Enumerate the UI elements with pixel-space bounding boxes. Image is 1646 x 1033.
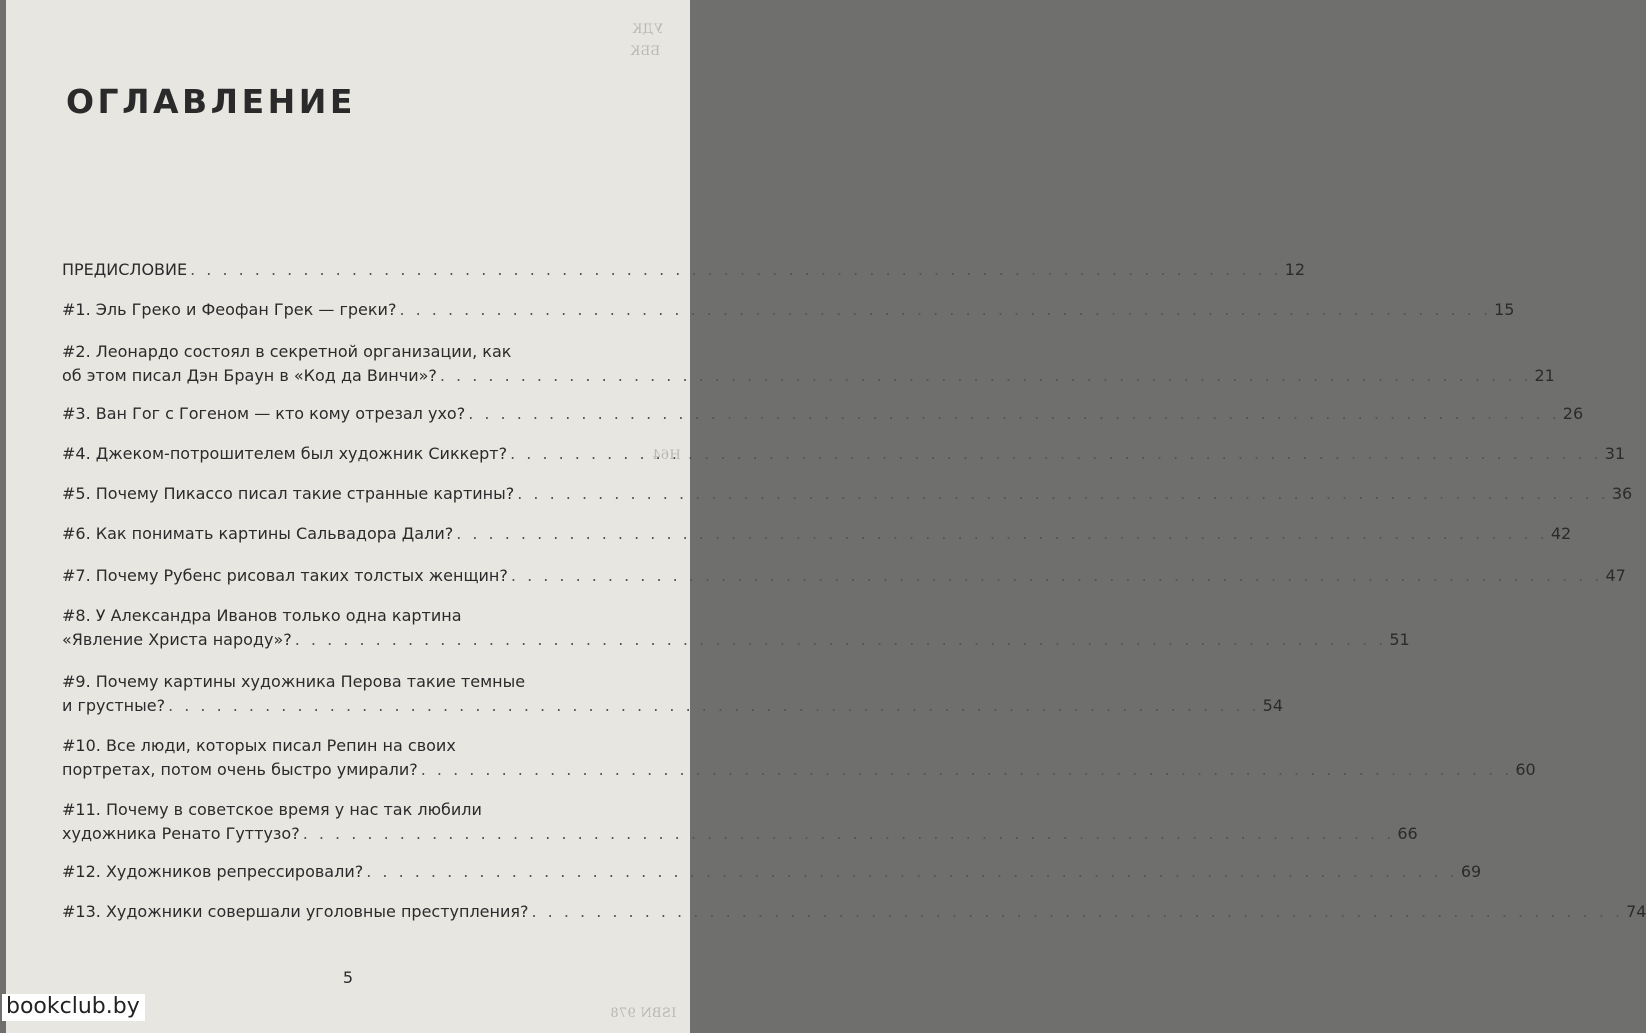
- toc-entry: [62, 482, 1633, 506]
- toc-entry-title: об этом писал Дэн Браун в «Код да Винчи»?: [62, 366, 437, 385]
- toc-entry-title: #3. Ван Гог с Гогеном — кто кому отрезал ухо?: [62, 404, 466, 423]
- toc-page-number: 69: [1460, 862, 1482, 881]
- dot-leader: [468, 402, 1560, 426]
- toc-page-number: 60: [1515, 760, 1536, 779]
- dot-leader: [456, 522, 1548, 546]
- toc-entry-title: и грустные?: [62, 696, 166, 715]
- dot-leader: [295, 628, 1387, 652]
- toc-entry-title: ПРЕДИСЛОВИЕ: [62, 260, 188, 279]
- dot-leader: [168, 694, 1260, 718]
- show-through-udk: УДК: [632, 22, 663, 37]
- dot-leader: [399, 298, 1491, 322]
- page-number: 5: [342, 968, 354, 987]
- toc-page-number: 54: [1262, 696, 1284, 715]
- show-through-n: Н64: [652, 448, 681, 463]
- toc-entry: [62, 900, 1646, 924]
- toc-entry-title: художника Ренато Гуттузо?: [62, 824, 300, 843]
- toc-entry: [62, 604, 1410, 652]
- toc-entry-title: #8. У Александра Иванов только одна картина: [62, 606, 462, 625]
- dot-leader: [532, 900, 1624, 924]
- toc-entry: [62, 402, 1584, 426]
- toc-entry: [62, 564, 1626, 588]
- toc-entry-title: #2. Леонардо состоял в секретной организации, как: [62, 342, 512, 361]
- dot-leader: [510, 442, 1602, 466]
- toc-entry: [62, 670, 1284, 718]
- toc-entry-title: #10. Все люди, которых писал Репин на своих: [62, 736, 456, 755]
- dot-leader: [517, 482, 1609, 506]
- toc-page-number: 26: [1562, 404, 1584, 423]
- toc-entry: [62, 734, 1536, 782]
- toc-entry-title: #9. Почему картины художника Перова такие темные: [62, 672, 526, 691]
- toc-entry-title: #6. Как понимать картины Сальвадора Дали?: [62, 524, 454, 543]
- toc-entry-title: #4. Джеком-потрошителем был художник Сиккерт?: [62, 444, 508, 463]
- toc-page-number: 74: [1626, 902, 1646, 921]
- toc-entry-title: «Явление Христа народу»?: [62, 630, 292, 649]
- toc-page-number: 66: [1397, 824, 1418, 843]
- toc-entry: [62, 522, 1572, 546]
- toc-page-number: 36: [1611, 484, 1633, 503]
- page-title: ОГЛАВЛЕНИЕ: [66, 82, 356, 121]
- toc-entry: [62, 298, 1515, 322]
- toc-page-number: 42: [1550, 524, 1572, 543]
- toc-page-number: 31: [1604, 444, 1626, 463]
- dot-leader: [366, 860, 1458, 884]
- toc-entry-title: #7. Почему Рубенс рисовал таких толстых женщин?: [62, 566, 508, 585]
- dot-leader: [421, 758, 1513, 782]
- toc-entry-title: #1. Эль Греко и Феофан Грек — греки?: [62, 300, 397, 319]
- watermark: bookclub.by: [2, 994, 145, 1021]
- toc-entry: [62, 340, 1555, 388]
- show-through-isbn: ISBN 978: [610, 1006, 677, 1021]
- dot-leader: [303, 822, 1395, 846]
- toc-page-number: 12: [1284, 260, 1306, 279]
- toc-entry: [62, 860, 1482, 884]
- toc-entry-title: #5. Почему Пикассо писал такие странные картины?: [62, 484, 515, 503]
- toc-page-number: 47: [1605, 566, 1626, 585]
- toc-entry-title: портретах, потом очень быстро умирали?: [62, 760, 418, 779]
- toc-entry-title: #13. Художники совершали уголовные преступления?: [62, 902, 529, 921]
- dot-leader: [190, 258, 1282, 282]
- dot-leader: [440, 364, 1532, 388]
- book-page: [6, 0, 1646, 1033]
- dot-leader: [511, 564, 1603, 588]
- show-through-bbk: ББК: [630, 44, 661, 59]
- toc-entry: [62, 258, 1306, 282]
- toc-entry-title: #12. Художников репрессировали?: [62, 862, 364, 881]
- toc-entry-title: #11. Почему в советское время у нас так любили: [62, 800, 482, 819]
- toc-page-number: 51: [1389, 630, 1410, 649]
- toc-page-number: 21: [1534, 366, 1555, 385]
- toc-entry: [62, 798, 1418, 846]
- toc-page-number: 15: [1494, 300, 1515, 319]
